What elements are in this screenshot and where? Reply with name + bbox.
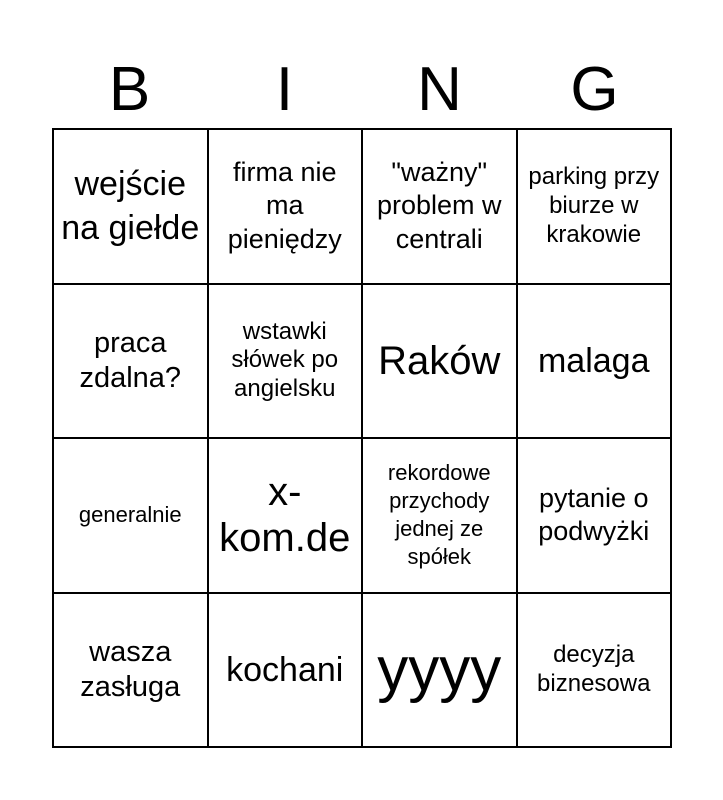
bingo-cell-r1c3[interactable]: "ważny" problem w centrali — [363, 130, 518, 285]
header-letter-n: N — [417, 55, 462, 124]
bingo-cell-r2c3[interactable]: Raków — [363, 285, 518, 440]
bingo-cell-r3c4[interactable]: pytanie o podwyżki — [518, 439, 673, 594]
header-letter-g: G — [570, 55, 619, 124]
header-letter-b: B — [108, 55, 151, 124]
bingo-cell-r4c2[interactable]: kochani — [209, 594, 364, 749]
bingo-cell-r2c1[interactable]: praca zdalna? — [54, 285, 209, 440]
bingo-cell-r3c2[interactable]: x-kom.de — [209, 439, 364, 594]
bingo-cell-r1c4[interactable]: parking przy biurze w krakowie — [518, 130, 673, 285]
bingo-card — [52, 128, 672, 748]
header-letter-i: I — [275, 55, 294, 124]
bingo-cell-r3c3[interactable]: rekordowe przychody jednej ze spółek — [363, 439, 518, 594]
bingo-cell-r2c4[interactable]: malaga — [518, 285, 673, 440]
bingo-cell-r2c2[interactable]: wstawki słówek po angielsku — [209, 285, 364, 440]
bingo-cell-r4c3[interactable]: yyyy — [363, 594, 518, 749]
bingo-cell-r1c2[interactable]: firma nie ma pieniędzy — [209, 130, 364, 285]
bingo-cell-r4c4[interactable]: decyzja biznesowa — [518, 594, 673, 749]
bingo-cell-r3c1[interactable]: generalnie — [54, 439, 209, 594]
bingo-cell-r1c1[interactable]: wejście na giełde — [54, 130, 209, 285]
bingo-cell-r4c1[interactable]: wasza zasługa — [54, 594, 209, 749]
bingo-header — [52, 52, 672, 128]
